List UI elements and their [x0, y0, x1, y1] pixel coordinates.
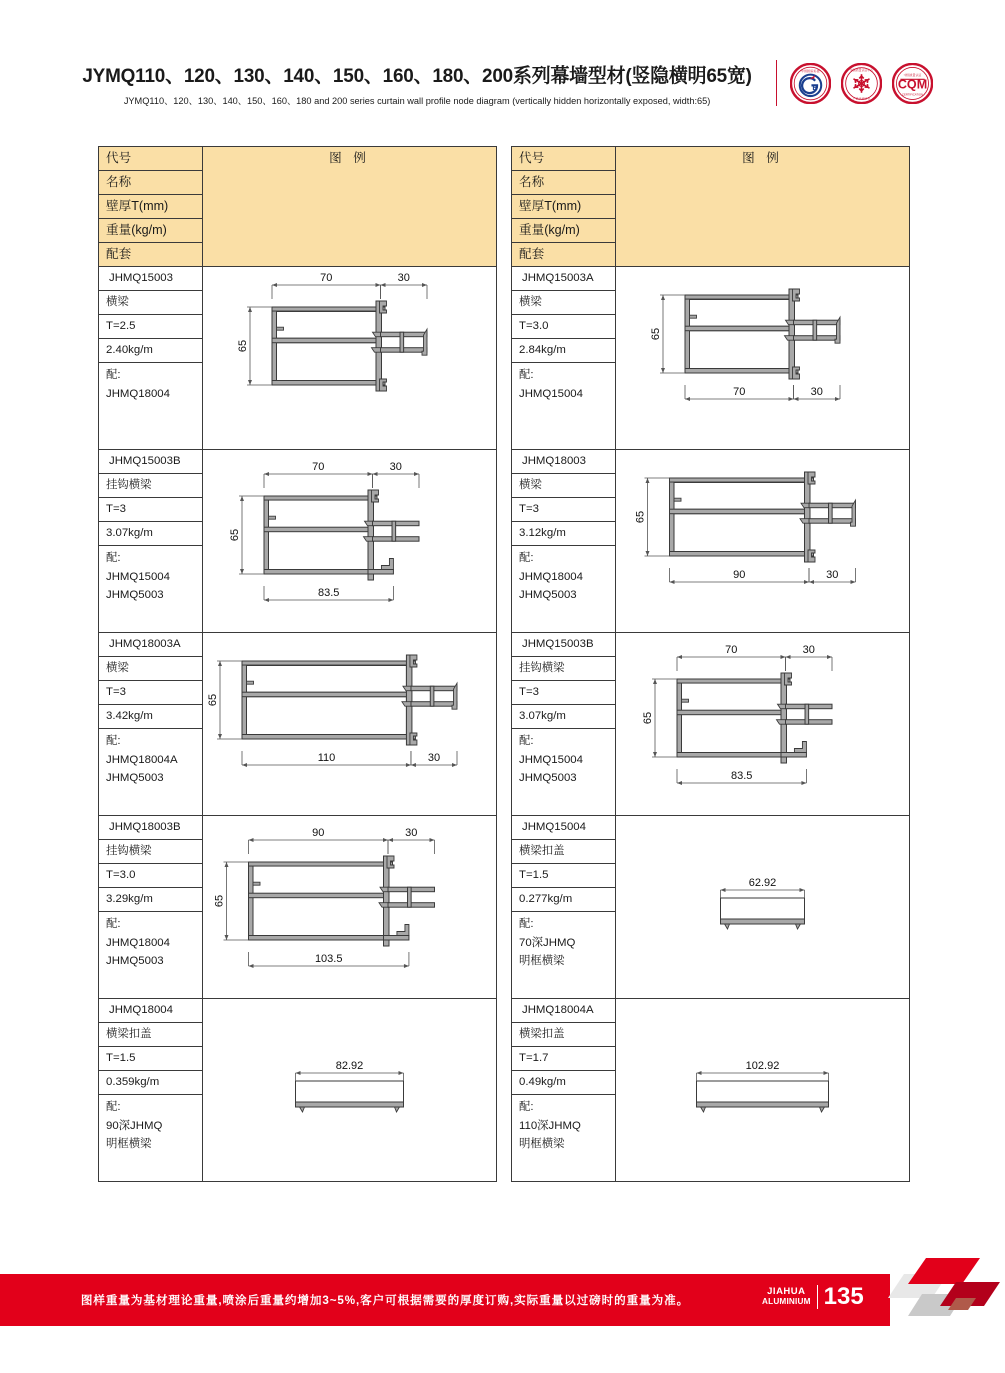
profile-thickness: T=3.0	[99, 864, 203, 888]
profile-pairing: 配: JHMQ18004A JHMQ5003	[99, 729, 203, 816]
brand-line-2: ALUMINIUM	[762, 1297, 811, 1306]
svg-text:65: 65	[634, 510, 647, 524]
page-title: JYMQ110、120、130、140、150、160、180、200系列幕墙型材(竖隐横明65宽)	[82, 64, 753, 87]
profile-drawing	[616, 450, 909, 632]
svg-text:70: 70	[312, 461, 325, 473]
footer-chevron-decoration	[860, 1258, 1005, 1330]
svg-text:CQM: CQM	[897, 77, 927, 92]
profile-code: JHMQ18003A	[99, 633, 203, 657]
svg-text:65: 65	[213, 894, 226, 908]
title-block	[72, 60, 762, 107]
column-gap	[497, 146, 511, 1244]
profile-thickness: T=3.0	[512, 315, 616, 339]
profile-table-right	[511, 146, 910, 1182]
profile-code: JHMQ15003	[99, 267, 203, 291]
svg-text:65: 65	[650, 327, 662, 341]
svg-text:62.92: 62.92	[748, 877, 777, 889]
certification-logos	[790, 63, 933, 104]
profile-thickness: T=1.5	[99, 1047, 203, 1071]
svg-text:90: 90	[733, 569, 746, 581]
header-label-4: 配套	[99, 243, 203, 267]
figure-header-left: 图 例	[203, 147, 497, 267]
svg-text:110: 110	[317, 752, 336, 764]
table-row	[512, 816, 910, 840]
header-label-4: 配套	[512, 243, 616, 267]
page-number: 135	[823, 1283, 864, 1310]
profile-code: JHMQ15004	[512, 816, 616, 840]
profile-figure	[616, 450, 910, 633]
profile-weight: 0.359kg/m	[99, 1071, 203, 1095]
profile-drawing	[616, 267, 909, 449]
profile-pairing: 配: 70深JHMQ 明框横梁	[512, 912, 616, 999]
svg-text:产品认证证书: 产品认证证书	[852, 95, 870, 100]
svg-text:30: 30	[397, 272, 410, 284]
profile-weight: 2.40kg/m	[99, 339, 203, 363]
profile-name: 横梁扣盖	[99, 1023, 203, 1047]
profile-weight: 3.42kg/m	[99, 705, 203, 729]
profile-pairing: 配: JHMQ18004 JHMQ5003	[512, 546, 616, 633]
profile-name: 横梁	[99, 291, 203, 315]
profile-drawing	[203, 999, 496, 1181]
profile-drawing	[203, 450, 496, 632]
profile-code: JHMQ18003B	[99, 816, 203, 840]
profile-name: 挂钩横梁	[512, 657, 616, 681]
right-table-column	[511, 146, 910, 1244]
svg-text:中国质量认证: 中国质量认证	[903, 72, 921, 77]
svg-text:70: 70	[320, 272, 333, 284]
profile-pairing: 配: JHMQ15004	[512, 363, 616, 450]
svg-text:70: 70	[733, 386, 746, 398]
svg-text:30: 30	[802, 644, 815, 656]
cqm-certification-logo	[892, 63, 933, 104]
svg-text:中国国家标准: 中国国家标准	[800, 68, 820, 73]
profile-code: JHMQ15003B	[99, 450, 203, 474]
profile-thickness: T=1.5	[512, 864, 616, 888]
profile-code: JHMQ15003B	[512, 633, 616, 657]
svg-text:中国质量认证中心: 中国质量认证中心	[849, 67, 873, 72]
profile-figure	[203, 633, 497, 816]
svg-text:30: 30	[427, 752, 441, 764]
profile-figure	[616, 267, 910, 450]
profile-thickness: T=3	[512, 681, 616, 705]
profile-weight: 0.277kg/m	[512, 888, 616, 912]
header-label-3: 重量(kg/m)	[512, 219, 616, 243]
profile-code: JHMQ18004A	[512, 999, 616, 1023]
figure-header-right: 图 例	[616, 147, 910, 267]
profile-drawing	[203, 633, 496, 815]
profile-weight: 3.07kg/m	[512, 705, 616, 729]
page-header	[0, 52, 1005, 114]
header-label-2: 壁厚T(mm)	[99, 195, 203, 219]
profile-figure	[203, 999, 497, 1182]
table-row	[512, 267, 910, 291]
brand-line-1: JIAHUA	[767, 1286, 806, 1297]
profile-figure	[203, 267, 497, 450]
profile-figure	[203, 816, 497, 999]
profile-thickness: T=2.5	[99, 315, 203, 339]
page-subtitle: JYMQ110、120、130、140、150、160、180 and 200 series curtain wall profile node diagram (vertically hidden horizontally exposed, width:65)	[124, 95, 711, 107]
table-header-row	[99, 147, 497, 171]
svg-text:103.5: 103.5	[314, 953, 343, 965]
profile-thickness: T=3	[99, 681, 203, 705]
svg-text:CERTIFICATION: CERTIFICATION	[901, 92, 923, 97]
profile-drawing	[203, 816, 496, 998]
footer-note: 图样重量为基材理论重量,喷涂后重量约增加3~5%,客户可根据需要的厚度订购,实际重量以过磅时的重量为准。	[80, 1294, 690, 1307]
profile-pairing: 配: 90深JHMQ 明框横梁	[99, 1095, 203, 1182]
svg-text:65: 65	[642, 711, 654, 725]
brand-separator	[817, 1285, 818, 1309]
svg-text:30: 30	[810, 386, 823, 398]
profile-weight: 3.07kg/m	[99, 522, 203, 546]
table-row	[512, 450, 910, 474]
profile-table-left	[98, 146, 497, 1182]
svg-text:70: 70	[725, 644, 738, 656]
header-divider	[776, 60, 777, 106]
table-row	[99, 816, 497, 840]
svg-text:82.92: 82.92	[335, 1060, 364, 1072]
svg-text:30: 30	[826, 569, 839, 581]
profile-weight: 0.49kg/m	[512, 1071, 616, 1095]
profile-code: JHMQ18004	[99, 999, 203, 1023]
profile-drawing	[203, 267, 496, 449]
profile-weight: 3.12kg/m	[512, 522, 616, 546]
profile-name: 横梁	[512, 474, 616, 498]
header-label-1: 名称	[99, 171, 203, 195]
profile-pairing: 配: JHMQ18004 JHMQ5003	[99, 912, 203, 999]
table-header-row	[512, 147, 910, 171]
header-label-3: 重量(kg/m)	[99, 219, 203, 243]
profile-pairing: 配: JHMQ15004 JHMQ5003	[99, 546, 203, 633]
profile-figure	[203, 450, 497, 633]
svg-text:B: B	[811, 82, 818, 92]
profile-thickness: T=3	[512, 498, 616, 522]
profile-name: 横梁	[99, 657, 203, 681]
brand-block	[762, 1285, 864, 1309]
profile-figure	[616, 999, 910, 1182]
svg-text:30: 30	[389, 461, 402, 473]
profile-name: 横梁扣盖	[512, 1023, 616, 1047]
header-label-0: 代号	[99, 147, 203, 171]
table-row	[512, 999, 910, 1023]
svg-text:65: 65	[237, 339, 249, 353]
svg-text:83.5: 83.5	[731, 770, 753, 782]
page-footer	[0, 1274, 1005, 1330]
svg-text:65: 65	[207, 693, 219, 707]
profile-code: JHMQ18003	[512, 450, 616, 474]
profile-thickness: T=1.7	[512, 1047, 616, 1071]
svg-text:30: 30	[405, 827, 418, 839]
svg-text:90: 90	[312, 827, 325, 839]
profile-pairing: 配: JHMQ18004	[99, 363, 203, 450]
profile-drawing	[616, 816, 909, 998]
snowflake-certification-logo	[841, 63, 882, 104]
brand-name	[762, 1287, 811, 1307]
profile-figure	[616, 816, 910, 999]
profile-name: 挂钩横梁	[99, 840, 203, 864]
profile-name: 挂钩横梁	[99, 474, 203, 498]
table-row	[512, 633, 910, 657]
table-row	[99, 633, 497, 657]
profile-name: 横梁	[512, 291, 616, 315]
profile-name: 横梁扣盖	[512, 840, 616, 864]
table-row	[99, 999, 497, 1023]
header-label-0: 代号	[512, 147, 616, 171]
svg-text:102.92: 102.92	[745, 1060, 780, 1072]
profile-pairing: 配: JHMQ15004 JHMQ5003	[512, 729, 616, 816]
profile-drawing	[616, 999, 909, 1181]
profile-figure	[616, 633, 910, 816]
profile-weight: 3.29kg/m	[99, 888, 203, 912]
profile-weight: 2.84kg/m	[512, 339, 616, 363]
header-label-1: 名称	[512, 171, 616, 195]
svg-text:83.5: 83.5	[318, 587, 340, 599]
profile-tables	[98, 146, 910, 1244]
profile-thickness: T=3	[99, 498, 203, 522]
profile-code: JHMQ15003A	[512, 267, 616, 291]
profile-drawing	[616, 633, 909, 815]
table-row	[99, 267, 497, 291]
header-label-2: 壁厚T(mm)	[512, 195, 616, 219]
table-row	[99, 450, 497, 474]
svg-text:65: 65	[229, 528, 241, 542]
gb-certification-logo	[790, 63, 831, 104]
left-table-column	[98, 146, 497, 1244]
profile-pairing: 配: 110深JHMQ 明框横梁	[512, 1095, 616, 1182]
